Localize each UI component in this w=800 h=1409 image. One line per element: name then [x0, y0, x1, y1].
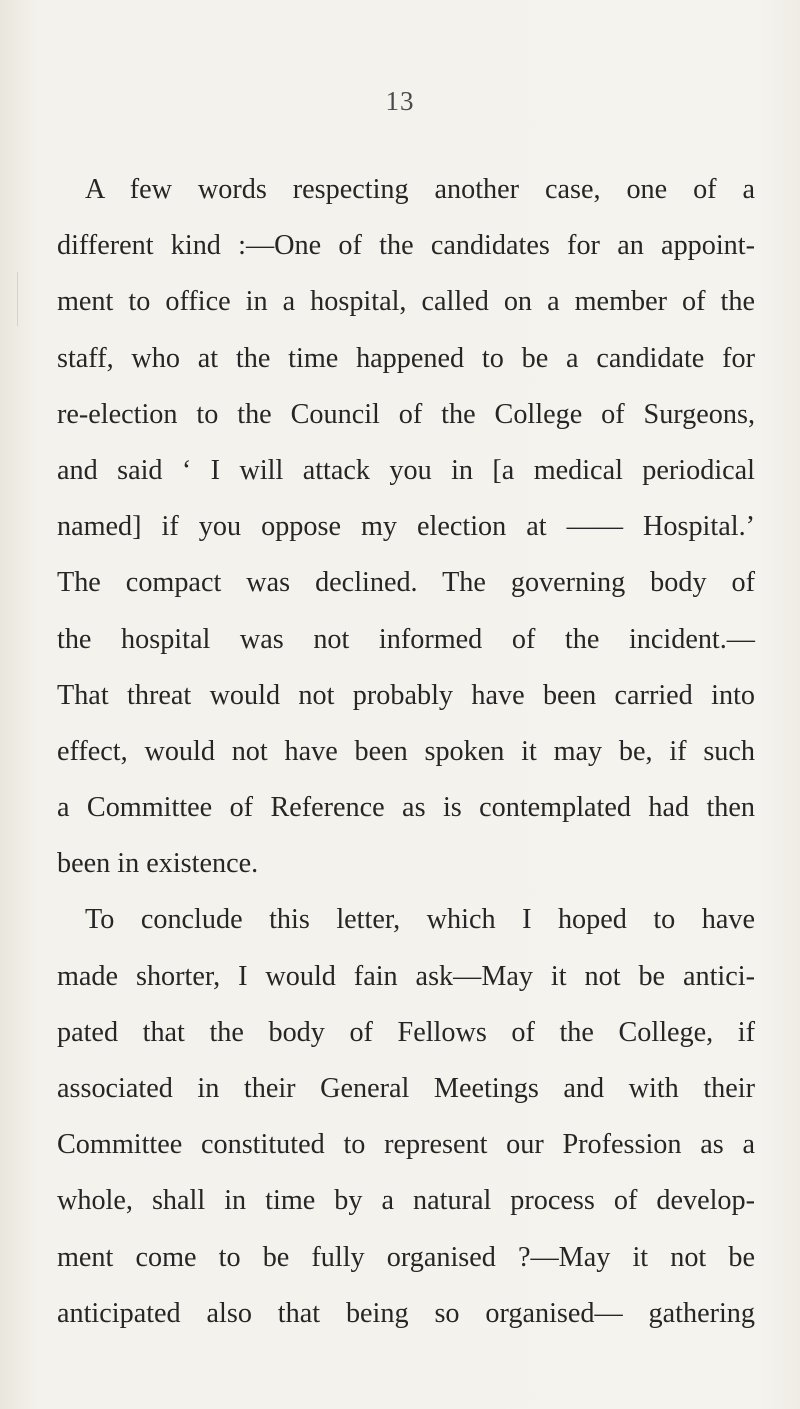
text-line: To conclude this letter, which I hoped to have [85, 904, 755, 936]
text-line: a Committee of Reference as is contemplated had then [57, 792, 755, 824]
text-line: pated that the body of Fellows of the College, if [57, 1016, 755, 1048]
text-line: ment come to be fully organised ?—May it not be [57, 1241, 755, 1273]
text-line: re-election to the Council of the College of Surgeons, [57, 398, 755, 430]
text-line: Committee constituted to represent our Profession as a [57, 1129, 755, 1161]
text-line: The compact was declined. The governing body of [57, 567, 755, 599]
text-line: whole, shall in time by a natural process of develop- [57, 1185, 755, 1217]
text-line: been in existence. [57, 848, 259, 880]
text-line: ment to office in a hospital, called on a member of the [57, 286, 755, 318]
text-line: effect, would not have been spoken it may be, if such [57, 735, 755, 767]
text-line: associated in their General Meetings and with their [57, 1073, 755, 1104]
page-number: 13 [385, 86, 415, 116]
body-text [57, 162, 755, 1342]
text-line: named] if you oppose my election at —— Hospital.’ [57, 511, 755, 543]
text-line: made shorter, I would fain ask—May it not be antici- [57, 960, 755, 992]
text-line: A few words respecting another case, one of a [85, 174, 755, 205]
text-line: anticipated also that being so organised— gathering [57, 1297, 755, 1329]
page-margin-crease [17, 272, 18, 326]
text-line: and said ‘ I will attack you in [a medical periodical [57, 454, 755, 486]
text-line: the hospital was not informed of the incident.— [57, 623, 755, 655]
text-line: different kind :—One of the candidates for an appoint- [57, 230, 755, 262]
text-line: staff, who at the time happened to be a candidate for [57, 342, 755, 374]
text-line: That threat would not probably have been carried into [57, 679, 755, 711]
